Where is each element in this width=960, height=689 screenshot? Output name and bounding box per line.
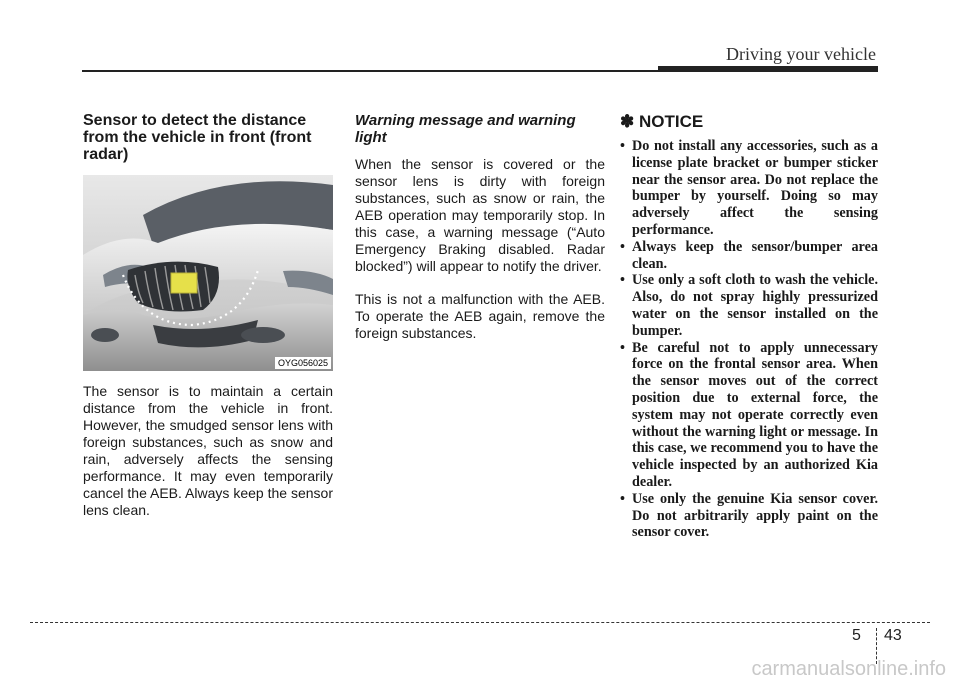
header-rule	[82, 70, 658, 72]
warning-paragraph: When the sensor is covered or the sensor lens is dirty with foreign substances, such as snow or rain, the AEB operation may temporarily stop. In this case, a warning message (“Auto Emergency Braking disabled. Radar blocked”) will appear to notify the driver.	[355, 156, 605, 274]
notice-column	[620, 112, 878, 541]
header-title: Driving your vehicle	[726, 44, 876, 64]
sensor-description: The sensor is to maintain a certain distance from the vehicle in front. However, the smudged sensor lens with foreign substances, such as snow and rain, adversely affects the sensing performance. It may even temporarily cancel the AEB. Always keep the sensor lens clean.	[83, 383, 333, 518]
notice-symbol-icon: ✽	[620, 112, 635, 131]
front-radar-figure	[83, 175, 333, 371]
notice-heading	[620, 112, 878, 132]
malfunction-paragraph: This is not a malfunction with the AEB. To operate the AEB again, remove the foreign substances.	[355, 291, 605, 341]
notice-item: • Always keep the sensor/bumper area clean.	[620, 239, 878, 273]
notice-item: • Be careful not to apply unnecessary force on the frontal sensor area. When the sensor moves out of the correct position due to external force, the system may not operate correctly even without the warning light or message. In this case, we recommend you to have the vehicle inspected by an authorized Kia dealer.	[620, 340, 878, 491]
notice-item: • Do not install any accessories, such as a license plate bracket or bumper sticker near the sensor area. Do not replace the bumper by yourself. Doing so may adversely affect the sensing performance.	[620, 138, 878, 239]
left-column	[83, 112, 333, 519]
header-rule-accent	[658, 66, 878, 72]
chapter-number: 5	[852, 627, 861, 644]
figure-code: OYG056025	[275, 357, 331, 369]
car-front-illustration	[83, 175, 333, 371]
section-heading: Sensor to detect the distance from the vehicle in front (front radar)	[83, 112, 312, 163]
middle-column	[355, 112, 605, 342]
notice-item: • Use only a soft cloth to wash the vehicle. Also, do not spray highly pressurized water on the sensor installed on the bumper.	[620, 272, 878, 339]
warning-heading: Warning message and warning light	[355, 112, 576, 146]
notice-title: NOTICE	[638, 112, 704, 131]
notice-list	[620, 138, 878, 541]
notice-item: • Use only the genuine Kia sensor cover. Do not arbitrarily apply paint on the sensor cover.	[620, 491, 878, 541]
page-number: 43	[884, 627, 902, 644]
watermark: carmanualsonline.info	[751, 658, 946, 680]
footer-rule	[30, 622, 930, 623]
